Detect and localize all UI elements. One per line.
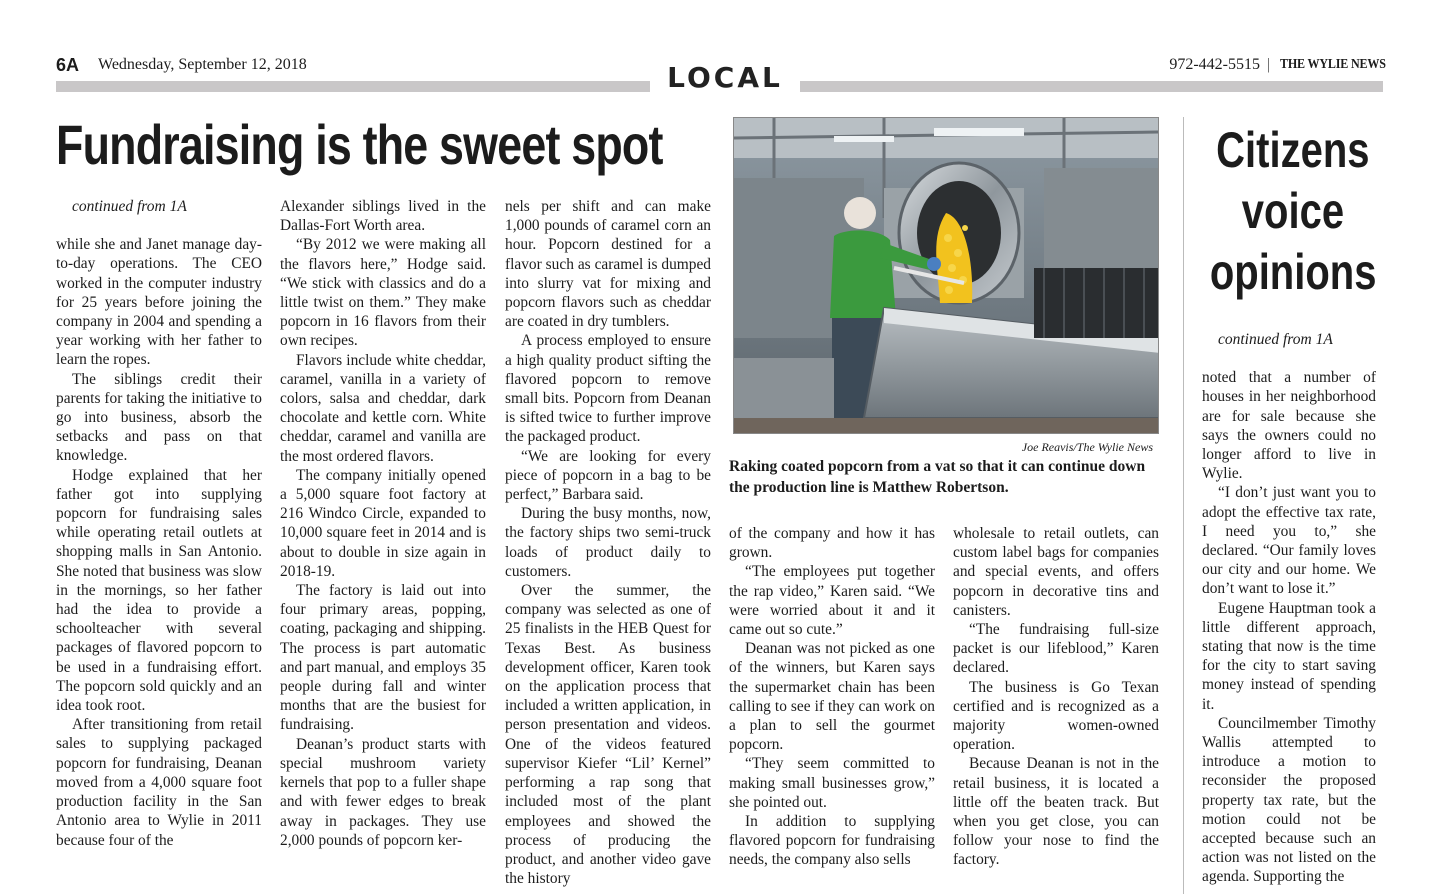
- article-column-3: [505, 197, 711, 888]
- article-column-2: [280, 197, 486, 850]
- article-column-4: [729, 524, 935, 870]
- article-paragraph: “They seem committed to making small businesses grow,” she pointed out.: [729, 755, 935, 811]
- article-paragraph: The siblings credit their parents for taking the initiative to go into business, absorb the setbacks and pass on that knowledge.: [56, 370, 262, 465]
- photo-credit: Joe Reavis/The Wylie News: [1021, 440, 1153, 454]
- article-paragraph: Flavors include white cheddar, caramel, vanilla in a variety of colors, salsa and cheddar, dark chocolate and kettle corn. White cheddar, caramel and vanilla are the most ordered flavors.: [280, 351, 486, 465]
- article-paragraph: nels per shift and can make 1,000 pounds of caramel corn an hour. Popcorn destined for a flavor such as caramel is dumped into slurry vat for mixing and popcorn flavors such as cheddar are coated in dry tumblers.: [505, 198, 711, 331]
- article-paragraph: Hodge explained that her father got into supplying popcorn for fundraising sales while operating retail outlets at shopping malls in San Antonio. She noted that business was slow in the mornings, so her father had the idea to provide a schoolteacher with several packages of flavored popcorn to be used in a fundraising effort. The popcorn sold quickly and an idea took root.: [56, 466, 262, 715]
- side-headline-line: opinions: [1209, 244, 1377, 300]
- article-paragraph: “I don’t just want you to adopt the effective tax rate, I need you to,” she declared. “Our family loves our city and our home. We don’t want to lose it.”: [1202, 484, 1376, 598]
- header-separator: |: [1267, 56, 1271, 73]
- side-headline-line: Citizens: [1216, 122, 1370, 178]
- article-paragraph: In addition to supplying flavored popcorn for fundraising needs, the company also sells: [729, 813, 935, 869]
- article-paragraph: while she and Janet manage day-to-day operations. The CEO worked in the computer industry for 25 years before joining the company in 2004 and spending a year working with her father to learn the ropes.: [56, 236, 262, 369]
- article-paragraph: Deanan was not picked as one of the winners, but Karen says the supermarket chain has been calling to see if they can work on a plan to sell the gourmet popcorn.: [729, 640, 935, 754]
- article-paragraph: Alexander siblings lived in the Dallas-Fort Worth area.: [280, 198, 486, 235]
- factory-photo: [733, 117, 1159, 434]
- newspaper-name: THE WYLIE NEWS: [1280, 57, 1386, 72]
- article-paragraph: of the company and how it has grown.: [729, 525, 935, 562]
- continued-label: continued from 1A: [72, 198, 187, 215]
- article-paragraph: A process employed to ensure a high quality product sifting the flavored popcorn to remove small bits. Popcorn from Deanan is sifted twice to further improve the packaged product.: [505, 332, 711, 446]
- article-paragraph: The factory is laid out into four primary areas, popping, coating, packaging and shipping. The process is part automatic and part manual, and employs 35 people during fall and winter months that are the busiest for fundraising.: [280, 582, 486, 734]
- article-paragraph: “The employees put together the rap video,” Karen said. “We were worried about it and it came out so cute.”: [729, 563, 935, 639]
- section-label: LOCAL: [650, 60, 800, 96]
- article-column-1: [56, 197, 262, 850]
- main-headline: Fundraising is the sweet spot: [56, 113, 663, 176]
- article-column-5: [953, 524, 1159, 870]
- article-paragraph: wholesale to retail outlets, can custom label bags for companies and special events, and offers popcorn in decorative tins and canisters.: [953, 525, 1159, 619]
- article-paragraph: After transitioning from retail sales to supplying packaged popcorn for fundraising, Deanan moved from a 4,000 square foot production facility in the San Antonio area to Wylie in 2011 because four of the: [56, 716, 262, 849]
- side-headline-line: voice: [1241, 183, 1345, 239]
- article-paragraph: The business is Go Texan certified and is recognized as a majority women-owned operation.: [953, 678, 1159, 754]
- article-paragraph: Eugene Hauptman took a little different approach, stating that now is the time for the city to start saving money instead of spending it.: [1202, 599, 1376, 713]
- side-article-column: [1202, 330, 1376, 887]
- article-paragraph: Because Deanan is not in the retail business, it is located a little off the beaten track. But when you get close, you can follow your nose to find the factory.: [953, 755, 1159, 869]
- article-paragraph: During the busy months, now, the factory ships two semi-truck loads of product daily to customers.: [505, 505, 711, 580]
- factory-photo-illustration: [734, 118, 1159, 434]
- article-paragraph: “We are looking for every piece of popcorn in a bag to be perfect,” Barbara said.: [505, 447, 711, 504]
- article-paragraph: “The fundraising full-size packet is our lifeblood,” Karen declared.: [953, 621, 1159, 677]
- page-number: 6A: [56, 55, 80, 75]
- article-paragraph: Councilmember Timothy Wallis attempted to introduce a motion to reconsider the proposed property tax rate, but the motion could not be accepted because such an action was not listed on the agenda. Supporting the: [1202, 714, 1376, 886]
- phone-number: 972-442-5515: [1169, 56, 1260, 73]
- article-paragraph: The company initially opened a 5,000 square foot factory at 216 Windco Circle, expanded to 10,000 square feet in 2014 and is about to double in size again in 2018-19.: [280, 466, 486, 580]
- article-paragraph: Over the summer, the company was selected as one of 25 finalists in the HEB Quest for Texas Best. As business development officer, Karen took on the application process that included a written application, in person presentation and videos. One of the videos featured supervisor Kiefer “Lil’ Kernel” performing a rap song that included most of the plant employees and showed the process of producing the product, and another video gave the history: [505, 582, 711, 888]
- side-continued-label: continued from 1A: [1218, 331, 1333, 348]
- article-paragraph: “By 2012 we were making all the flavors here,” Hodge said. “We stick with classics and do a little twist on them.” They make popcorn in 16 flavors from their own recipes.: [280, 236, 486, 350]
- issue-date: Wednesday, September 12, 2018: [98, 56, 307, 73]
- column-divider: [1183, 117, 1184, 894]
- article-paragraph: noted that a number of houses in her neighborhood are for sale because she says the owners could no longer afford to live in Wylie.: [1202, 369, 1376, 483]
- side-headline: [1188, 120, 1398, 303]
- photo-caption: Raking coated popcorn from a vat so that it can continue down the production line is Matthew Robertson.: [729, 458, 1146, 496]
- article-paragraph: Deanan’s product starts with special mushroom variety kernels that pop to a fuller shape and with fewer edges to break away in packages. They use 2,000 pounds of popcorn ker-: [280, 735, 486, 849]
